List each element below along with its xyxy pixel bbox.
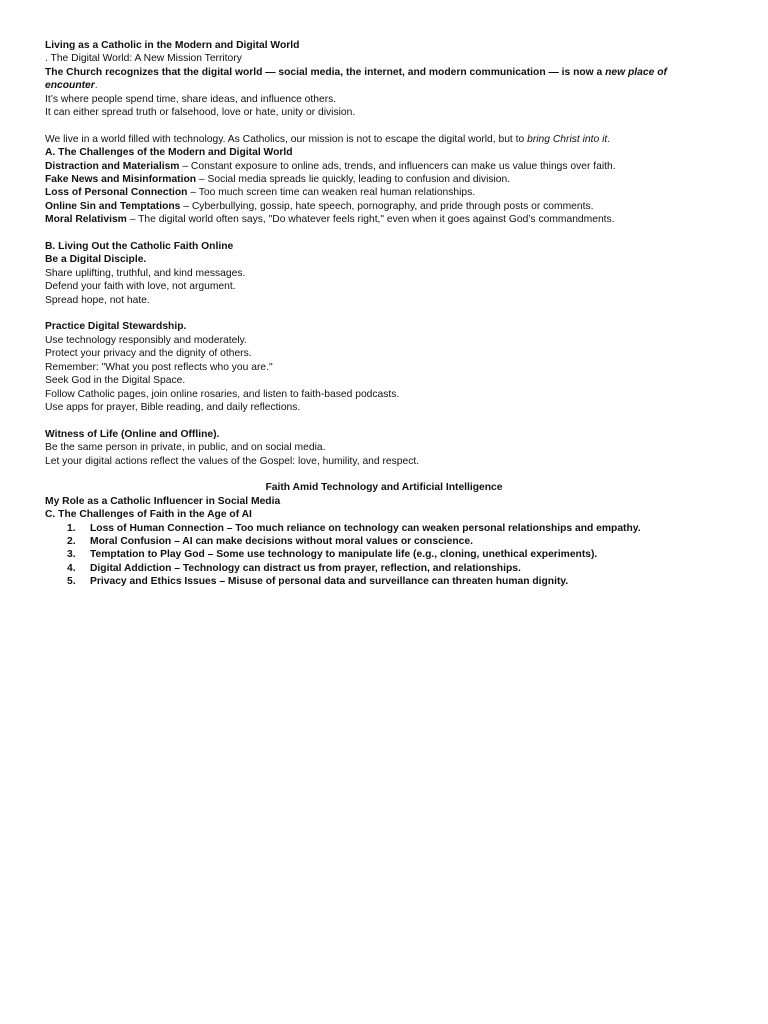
mission-statement <box>45 133 715 146</box>
list-number: 2. <box>67 535 76 547</box>
challenge-item <box>45 173 715 186</box>
church-statement-bold: The Church recognizes that the digital world — social media, the internet, and modern communication — is now a <box>45 66 606 78</box>
intro-subtitle: . The Digital World: A New Mission Territory <box>45 53 242 65</box>
list-number: 3. <box>67 549 76 561</box>
list-text: Loss of Human Connection – Too much reliance on technology can weaken personal relationships and empathy. <box>90 522 641 534</box>
spacer <box>45 307 715 320</box>
intro-line-2: It can either spread truth or falsehood, love or hate, unity or division. <box>45 107 356 119</box>
intro-line-1: It’s where people spend time, share ideas, and influence others. <box>45 93 337 105</box>
role-heading: My Role as a Catholic Influencer in Social Media <box>45 495 281 507</box>
stewardship-line: Protect your privacy and the dignity of others. <box>45 348 252 360</box>
spacer <box>45 119 715 132</box>
list-item <box>45 522 715 535</box>
challenge-item <box>45 200 715 213</box>
witness-line: Be the same person in private, in public, and on social media. <box>45 442 326 454</box>
witness-line: Let your digital actions reflect the values of the Gospel: love, humility, and respect. <box>45 455 420 467</box>
challenge-desc: – Too much screen time can weaken real human relationships. <box>187 187 476 199</box>
list-text: Digital Addiction – Technology can distract us from prayer, reflection, and relationships. <box>90 562 521 574</box>
challenge-item <box>45 213 715 226</box>
ai-challenges-list <box>45 522 715 589</box>
challenge-term: Fake News and Misinformation <box>45 174 197 186</box>
spacer <box>45 468 715 481</box>
list-item <box>45 575 715 588</box>
disciple-line: Defend your faith with love, not argument. <box>45 281 236 293</box>
disciple-line: Share uplifting, truthful, and kind messages. <box>45 267 246 279</box>
challenge-term: Moral Relativism <box>45 214 127 226</box>
stewardship-line: Use apps for prayer, Bible reading, and daily reflections. <box>45 401 301 413</box>
challenge-desc: – Constant exposure to online ads, trends, and influencers can make us value things over faith. <box>179 160 616 172</box>
list-number: 1. <box>67 522 76 534</box>
document-body <box>45 39 715 589</box>
challenge-item <box>45 186 715 199</box>
spacer <box>45 227 715 240</box>
spacer <box>45 414 715 427</box>
list-text: Privacy and Ethics Issues – Misuse of personal data and surveillance can threaten human dignity. <box>90 576 569 588</box>
section-a-heading: A. The Challenges of the Modern and Digital World <box>45 147 293 159</box>
stewardship-line: Seek God in the Digital Space. <box>45 375 186 387</box>
challenge-desc: – Cyberbullying, gossip, hate speech, pornography, and pride through posts or comments. <box>180 200 594 212</box>
disciple-line: Spread hope, not hate. <box>45 294 150 306</box>
mission-text: We live in a world filled with technology. As Catholics, our mission is not to escape the digital world, but to <box>45 133 528 145</box>
section-b-heading: B. Living Out the Catholic Faith Online <box>45 241 234 253</box>
disciple-heading: Be a Digital Disciple. <box>45 254 147 266</box>
challenge-term: Distraction and Materialism <box>45 160 180 172</box>
challenge-item <box>45 160 715 173</box>
section-c-center-title: Faith Amid Technology and Artificial Intelligence <box>265 482 503 494</box>
church-statement-end: . <box>94 80 98 92</box>
section-c-heading: C. The Challenges of Faith in the Age of AI <box>45 509 252 521</box>
challenge-desc: – The digital world often says, "Do whatever feels right," even when it goes against God’s commandments. <box>126 214 615 226</box>
stewardship-heading: Practice Digital Stewardship. <box>45 321 187 333</box>
challenge-desc: – Social media spreads lie quickly, leading to confusion and division. <box>196 174 511 186</box>
list-number: 4. <box>67 562 76 574</box>
list-number: 5. <box>67 576 76 588</box>
witness-heading: Witness of Life (Online and Offline). <box>45 428 220 440</box>
stewardship-line: Use technology responsibly and moderately. <box>45 334 247 346</box>
mission-italic: bring Christ into it <box>527 133 608 145</box>
challenge-term: Online Sin and Temptations <box>45 200 181 212</box>
stewardship-line: Follow Catholic pages, join online rosaries, and listen to faith-based podcasts. <box>45 388 400 400</box>
church-statement-italic: new place of encounter <box>45 66 667 92</box>
list-item <box>45 535 715 548</box>
list-item <box>45 562 715 575</box>
list-item <box>45 548 715 561</box>
stewardship-line: Remember: "What you post reflects who you are." <box>45 361 273 373</box>
mission-end: . <box>607 133 611 145</box>
church-statement <box>45 66 715 93</box>
document-title: Living as a Catholic in the Modern and Digital World <box>45 40 300 51</box>
list-text: Temptation to Play God – Some use technology to manipulate life (e.g., cloning, unethical experiments). <box>90 549 598 561</box>
list-text: Moral Confusion – AI can make decisions without moral values or conscience. <box>90 535 473 547</box>
challenge-term: Loss of Personal Connection <box>45 187 188 199</box>
